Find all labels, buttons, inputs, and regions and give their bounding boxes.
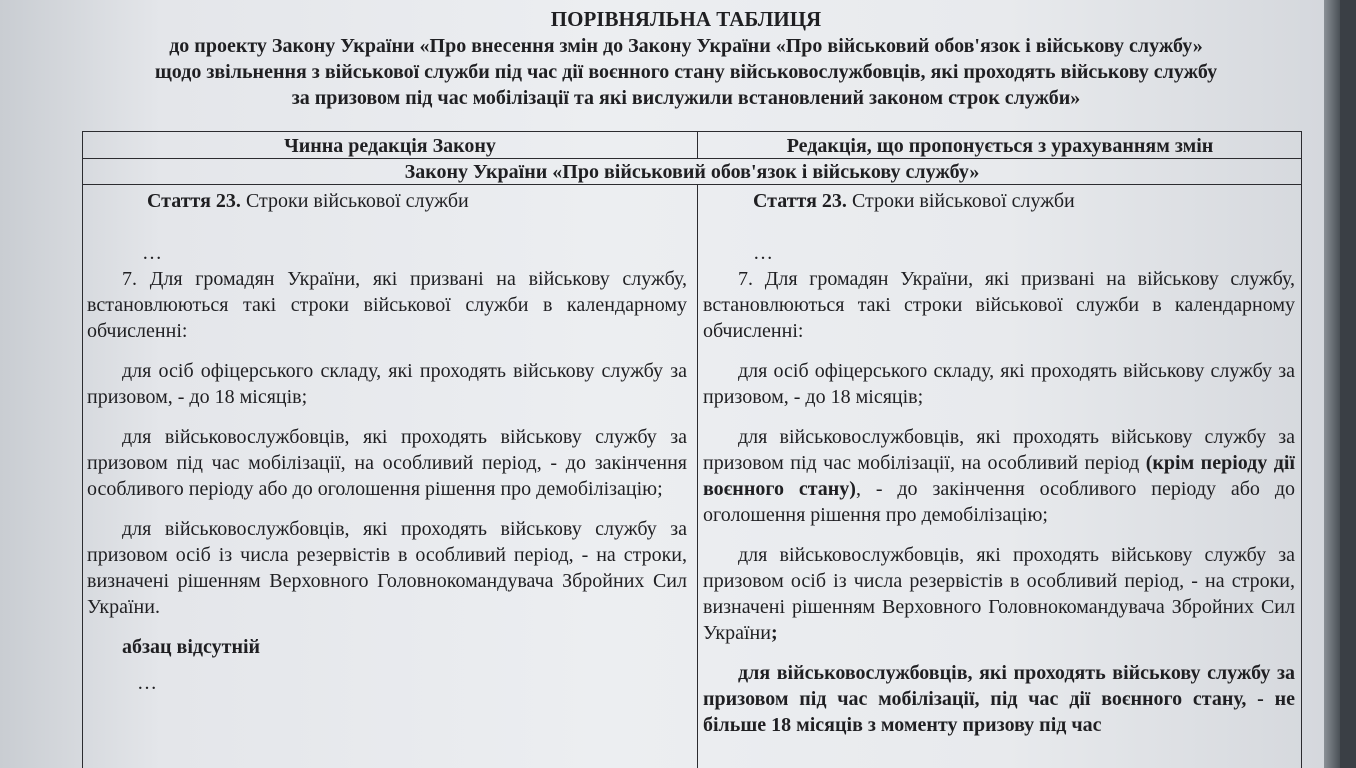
document-subtitle-line-2: щодо звільнення з військової служби під час дії воєнного стану військовослужбовців, які проходять військову службу xyxy=(154,61,1218,83)
martial-law-exception: (крім періоду дії воєнного стану) xyxy=(703,452,1295,500)
article-heading xyxy=(703,188,1295,214)
paragraph-reservists xyxy=(703,542,1295,646)
paragraph-7: 7. Для громадян України, які призвані на військову службу, встановлюються такі строки військової служби в календарному обчисленні: xyxy=(703,268,1295,342)
paragraph-mobilization: для військовослужбовців, які проходять військову службу за призовом під час мобілізації, на особливий період, - до закінчення особливого періоду або до оголошення рішення про демобілізацію; xyxy=(87,426,687,500)
article-title: Строки військової служби xyxy=(846,190,1075,212)
table-subheader-law-name: Закону України «Про військовий обов'язок і військову службу» xyxy=(404,161,980,183)
paragraph-7: 7. Для громадян України, які призвані на військову службу, встановлюються такі строки військової служби в календарному обчисленні: xyxy=(87,268,687,342)
table-column-divider xyxy=(697,132,698,158)
added-semicolon: ; xyxy=(770,622,778,644)
paragraph-mobilization xyxy=(703,424,1295,528)
document-subtitle-line-3: за призовом під час мобілізації та які вислужили встановлений законом строк служби» xyxy=(291,87,1081,109)
ellipsis: … xyxy=(753,242,773,264)
paragraph-mobilization-text: для військовослужбовців, які проходять військову службу за призовом під час мобілізації, на особливий період xyxy=(703,426,1295,474)
comparison-table xyxy=(82,131,1302,768)
column-header-current: Чинна редакція Закону xyxy=(284,135,496,157)
paragraph-officers: для осіб офіцерського складу, які проходять військову службу за призовом, - до 18 місяців; xyxy=(703,360,1295,408)
screen-edge xyxy=(1324,0,1340,768)
article-number: Стаття 23. xyxy=(147,190,241,212)
paragraph-new-18-months: для військовослужбовців, які проходять військову службу за призовом під час мобілізації, під час дії воєнного стану, - не більше 18 місяців з моменту призову під час xyxy=(703,662,1295,736)
paragraph-reservists: для військовослужбовців, які проходять військову службу за призовом осіб із числа резервістів в особливий період, - на строки, визначені рішенням Верховного Головнокомандувача Збройних Сил України. xyxy=(87,518,687,618)
paragraph-officers: для осіб офіцерського складу, які проходять військову службу за призовом, - до 18 місяців; xyxy=(87,360,687,408)
paragraph-reservists-text: для військовослужбовців, які проходять військову службу за призовом осіб із числа резервістів в особливий період, - на строки, визначені рішенням Верховного Головнокомандувача Збройних Сил України xyxy=(703,544,1295,644)
ellipsis: … xyxy=(142,242,162,264)
article-title: Строки військової служби xyxy=(240,190,469,212)
proposed-edition-cell xyxy=(703,188,1295,738)
paragraph-absent: абзац відсутній xyxy=(122,636,261,658)
punctuation-comma: , - до закінчення особливого періоду або до оголошення рішення про демобілізацію; xyxy=(703,478,1295,526)
document-title: ПОРІВНЯЛЬНА ТАБЛИЦЯ xyxy=(550,7,822,31)
current-edition-cell xyxy=(87,188,687,696)
table-row-divider xyxy=(83,184,1301,185)
document-subtitle-line-1: до проекту Закону України «Про внесення змін до Закону України «Про військовий обов'язок і військову службу» xyxy=(169,35,1203,57)
table-row-divider xyxy=(83,158,1301,159)
article-number: Стаття 23. xyxy=(753,190,847,212)
table-column-divider xyxy=(697,184,698,768)
column-header-proposed: Редакція, що пропонується з урахуванням змін xyxy=(786,135,1214,157)
article-heading xyxy=(87,188,687,214)
ellipsis: … xyxy=(137,672,157,694)
